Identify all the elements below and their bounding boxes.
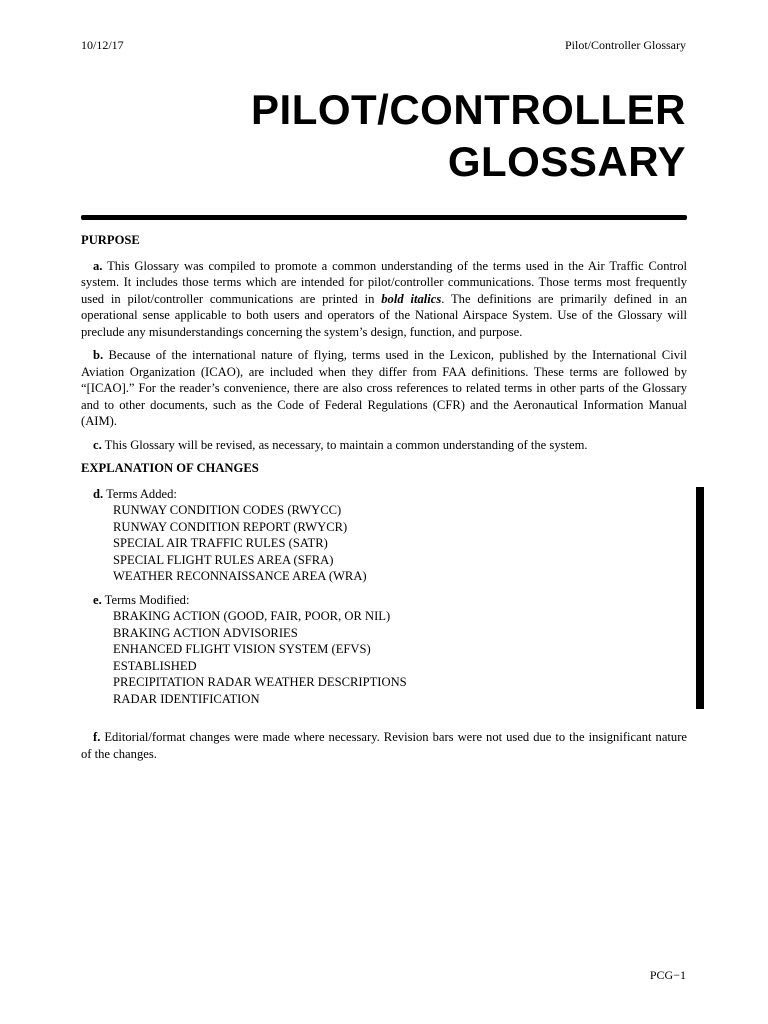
page-number: PCG−1 (649, 968, 686, 982)
terms-modified-label: Terms Modified: (104, 592, 190, 607)
list-item: SPECIAL FLIGHT RULES AREA (SFRA) (113, 552, 334, 567)
terms-modified-list (93, 608, 687, 707)
list-item: RADAR IDENTIFICATION (113, 691, 260, 706)
title-line-1: PILOT/CONTROLLER (251, 86, 686, 133)
list-item: RUNWAY CONDITION CODES (RWYCC) (113, 503, 342, 517)
paragraph-letter: b. (93, 348, 104, 362)
list-item: RUNWAY CONDITION REPORT (RWYCR) (113, 519, 348, 534)
page-title (251, 84, 686, 188)
list-item: BRAKING ACTION ADVISORIES (113, 625, 298, 640)
paragraph-text: This Glossary will be revised, as necessary, to maintain a common understanding of the system. (104, 437, 588, 452)
paragraph-text: Because of the international nature of flying, terms used in the Lexicon, published by the International Civil Aviation Organization (ICAO), are included when they differ from FAA definitions. These terms are followed by “[ICAO].” For the reader’s convenience, there are also cross references to related terms in other parts of the Glossary and to other documents, such as the Code of Federal Regulations (CFR) and the Aeronautical Information Manual (AIM). (81, 348, 687, 428)
paragraph-letter: f. (93, 730, 101, 744)
list-item: PRECIPITATION RADAR WEATHER DESCRIPTIONS (113, 675, 407, 689)
paragraph-letter: e. (93, 592, 102, 607)
paragraph-letter: c. (93, 437, 102, 452)
title-line-2: GLOSSARY (447, 138, 686, 185)
list-item: ESTABLISHED (113, 658, 197, 673)
title-rule (81, 215, 687, 220)
header-running-title: Pilot/Controller Glossary (565, 38, 686, 52)
changes-heading: EXPLANATION OF CHANGES (81, 461, 259, 475)
paragraph-text: Editorial/format changes were made where necessary. Revision bars were not used due to the insignificant nature of the changes. (81, 730, 687, 761)
paragraph-f (81, 729, 687, 762)
paragraph-emphasis: bold italics (381, 291, 442, 306)
revision-bar (696, 487, 704, 709)
terms-added-label: Terms Added: (106, 486, 177, 501)
list-item: WEATHER RECONNAISSANCE AREA (WRA) (113, 569, 367, 583)
header-date: 10/12/17 (81, 38, 124, 52)
terms-modified-block (93, 592, 687, 708)
paragraph-text: . The definitions are primarily defined in an operational sense applicable to both users and operators of the National Airspace System. Use of the Glossary will preclude any misunderstandings concerning the system’s design, function, and purpose. (81, 291, 687, 339)
list-item: ENHANCED FLIGHT VISION SYSTEM (EFVS) (113, 642, 371, 656)
list-item: SPECIAL AIR TRAFFIC RULES (SATR) (113, 536, 328, 550)
document-body (81, 232, 687, 769)
terms-added-list (93, 502, 687, 585)
terms-added-block (93, 486, 687, 585)
paragraph-text: This Glossary was compiled to promote a common understanding of the terms used in the Air Traffic Control system. It includes those terms which are intended for pilot/controller communications. Those terms most frequently used in pilot/controller communications are printed in (81, 258, 687, 306)
paragraph-c (81, 437, 687, 454)
paragraph-a (81, 258, 687, 341)
paragraph-letter: a. (93, 258, 103, 273)
paragraph-letter: d. (93, 486, 104, 501)
paragraph-b (81, 347, 687, 430)
terms-modified-label-line (93, 592, 687, 609)
purpose-heading: PURPOSE (81, 233, 140, 247)
terms-added-label-line (93, 486, 687, 503)
list-item: BRAKING ACTION (GOOD, FAIR, POOR, OR NIL) (113, 609, 391, 623)
